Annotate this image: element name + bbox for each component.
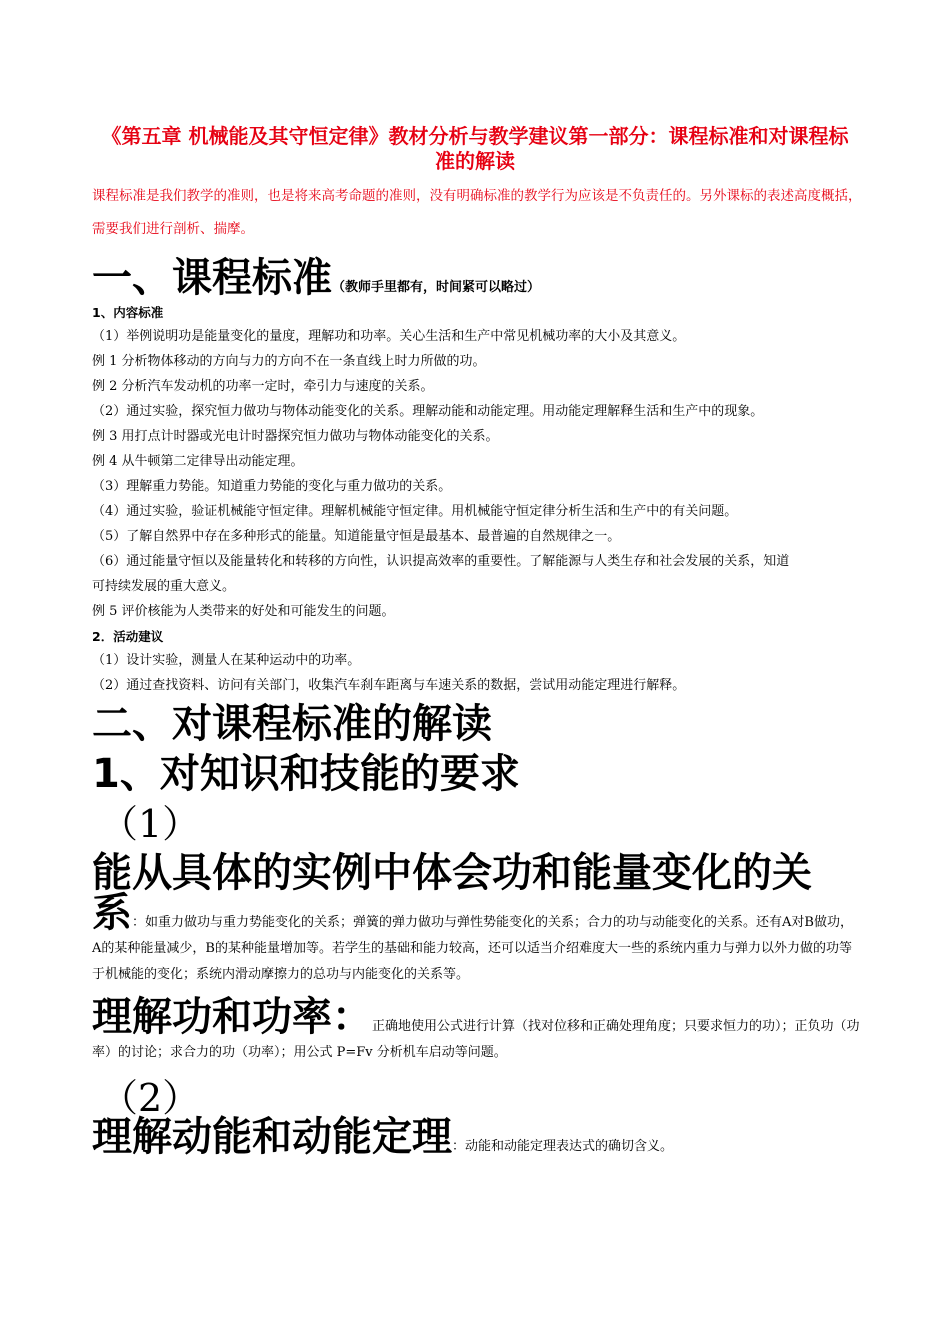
knowledge-skills-heading: 1、对知识和技能的要求 bbox=[92, 751, 520, 797]
section1-heading-row bbox=[92, 254, 540, 302]
item1-heading-line2: 系 bbox=[92, 890, 132, 936]
section1-note: （教师手里都有，时间紧可以略过） bbox=[332, 280, 541, 295]
standard-line: （2）通过实验，探究恒力做功与物体动能变化的关系。理解动能和动能定理。用动能定理解释生活和生产中的现象。 bbox=[92, 404, 764, 419]
item2-paragraph bbox=[92, 994, 862, 1066]
standard-line: 可持续发展的重大意义。 bbox=[92, 579, 236, 594]
section2-heading: 二、对课程标准的解读 bbox=[92, 701, 492, 747]
document-title: 《第五章 机械能及其守恒定律》教材分析与教学建议第一部分：课程标准和对课程标准的解读 bbox=[101, 124, 849, 173]
item2-text: 正确地使用公式进行计算（找对位移和正确处理角度；只要求恒力的功）；正负功（功率）的讨论；求合力的功（功率）；用公式 P=Fv 分析机车启动等问题。 bbox=[92, 1019, 860, 1060]
activity-heading: 2．活动建议 bbox=[92, 629, 164, 644]
standard-line: （3）理解重力势能。知道重力势能的变化与重力做功的关系。 bbox=[92, 479, 452, 494]
item2-heading: 理解功和功率： bbox=[92, 994, 372, 1040]
standard-line: 例 1 分析物体移动的方向与力的方向不在一条直线上时力所做的功。 bbox=[92, 354, 486, 369]
item-label-2: （2） bbox=[100, 1076, 201, 1120]
standard-line: （5）了解自然界中存在多种形式的能量。知道能量守恒是最基本、最普遍的自然规律之一。 bbox=[92, 529, 621, 544]
standard-line: 例 5 评价核能为人类带来的好处和可能发生的问题。 bbox=[92, 604, 395, 619]
standard-line: 例 2 分析汽车发动机的功率一定时，牵引力与速度的关系。 bbox=[92, 379, 434, 394]
item3-heading: 理解动能和动能定理 bbox=[92, 1114, 452, 1160]
item1-text: ：如重力做功与重力势能变化的关系；弹簧的弹力做功与弹性势能变化的关系；合力的功与动能变化的关系。还有A对B做功，A的某种能量减少，B的某种能量增加等。若学生的基础和能力较高，还可以适当介绍难度大一些的系统内重力与弹力以外力做的功等于机械能的变化；系统内滑动摩擦力的总功与内能变化的关系等。 bbox=[92, 915, 853, 982]
standard-line: 例 3 用打点计时器或光电计时器探究恒力做功与物体动能变化的关系。 bbox=[92, 429, 499, 444]
section1-heading: 一、课程标准 bbox=[92, 255, 332, 301]
item1-heading-line1: 能从具体的实例中体会功和能量变化的关 bbox=[92, 850, 812, 896]
standard-line: 例 4 从牛顿第二定律导出动能定理。 bbox=[92, 454, 304, 469]
standard-line: （1）举例说明功是能量变化的量度，理解功和功率。关心生活和生产中常见机械功率的大小及其意义。 bbox=[92, 329, 686, 344]
standard-line: （6）通过能量守恒以及能量转化和转移的方向性，认识提高效率的重要性。了解能源与人类生存和社会发展的关系，知道 bbox=[92, 554, 790, 569]
item3-text: ：动能和动能定理表达式的确切含义。 bbox=[452, 1139, 674, 1154]
item3-paragraph bbox=[92, 1114, 862, 1160]
activity-line: （2）通过查找资料、访问有关部门，收集汽车刹车距离与车速关系的数据，尝试用动能定理进行解释。 bbox=[92, 678, 686, 693]
item-label-1: （1） bbox=[100, 802, 201, 846]
activity-line: （1）设计实验，测量人在某种运动中的功率。 bbox=[92, 653, 361, 668]
content-standard-heading: 1、内容标准 bbox=[92, 305, 164, 320]
item1-paragraph bbox=[92, 890, 862, 988]
intro-paragraph: 课程标准是我们教学的准则，也是将来高考命题的准则，没有明确标准的教学行为应该是不负责任的。另外课标的表述高度概括，需要我们进行剖析、揣摩。 bbox=[92, 188, 862, 237]
standard-line: （4）通过实验，验证机械能守恒定律。理解机械能守恒定律。用机械能守恒定律分析生活和生产中的有关问题。 bbox=[92, 504, 738, 519]
